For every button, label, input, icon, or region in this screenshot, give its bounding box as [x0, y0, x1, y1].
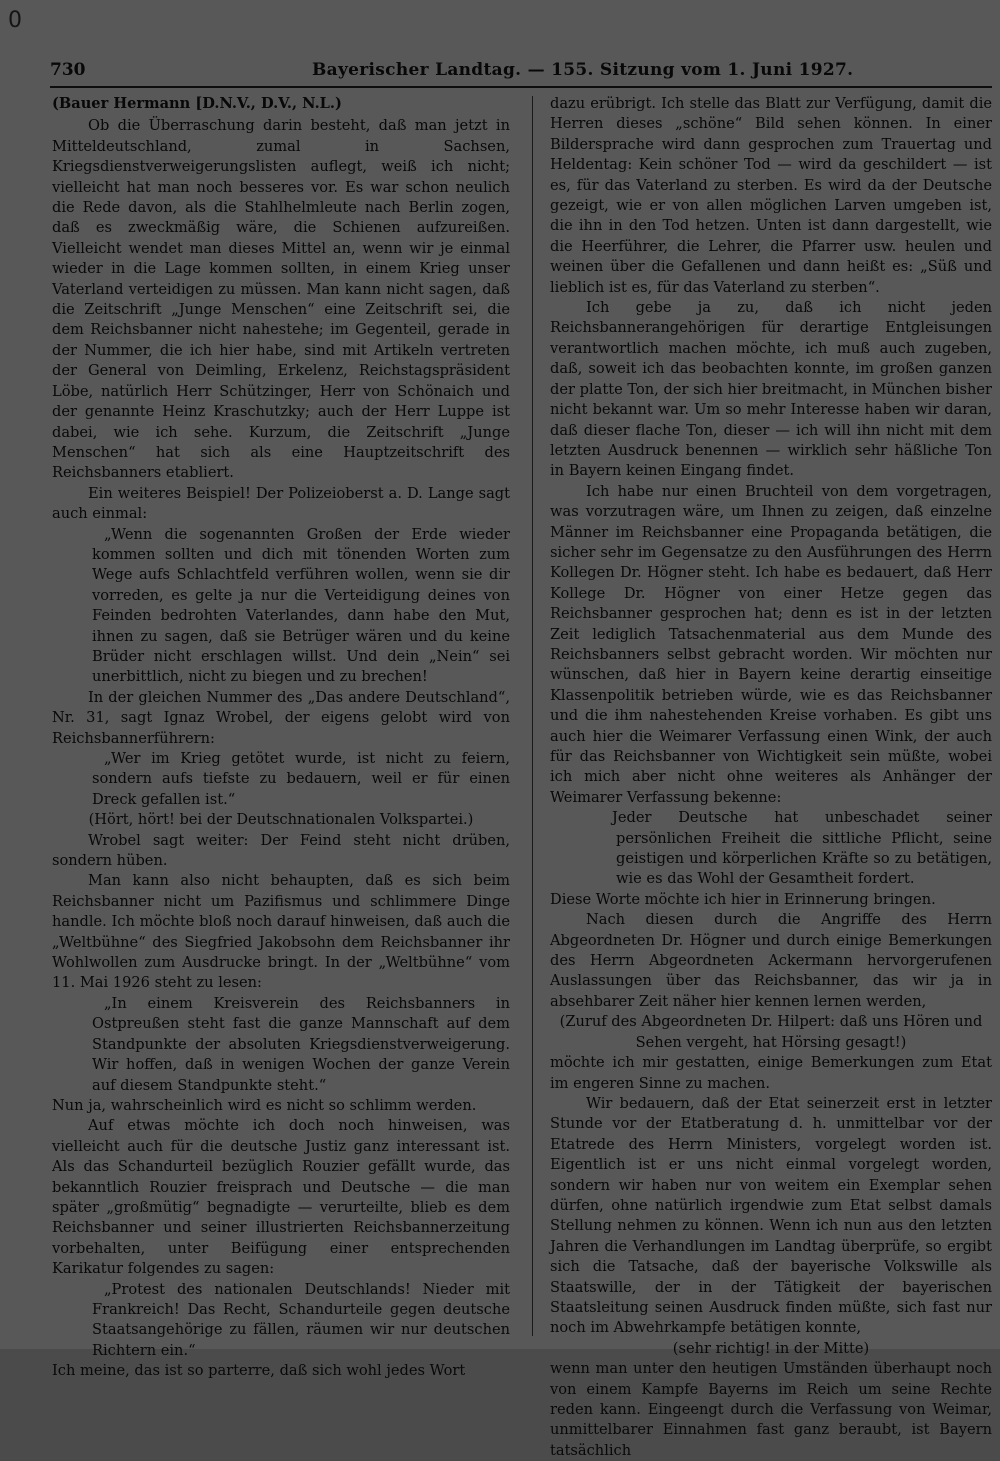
paragraph: Man kann also nicht behaupten, daß es sich beim Reichsbanner nicht um Pazifismus und schlimmere Dinge handle. Ich möchte bloß noch darauf hinweisen, daß auch die „Weltbühne“ des Siegfried Jakobsohn dem Reichsbanner ihr Wohlwollen zum Ausdrucke bringt. In der „Weltbühne“ vom 11. Mai 1926 steht zu lesen: [52, 872, 510, 992]
corner-mark: 0 [8, 8, 22, 33]
paragraph: Wrobel sagt weiter: Der Feind steht nicht drüben, sondern hüben. [52, 831, 510, 870]
paragraph: möchte ich mir gestatten, einige Bemerkungen zum Etat im engeren Sinne zu machen. [550, 1054, 992, 1092]
paragraph: Auf etwas möchte ich doch noch hinweisen, was vielleicht auch für die deutsche Justiz ganz interessant ist. Als das Schandurteil bezüglich Rouzier gefällt wurde, das bekanntlich Rouzier freisprach und Deutsche — die man später „großmütig“ begnadigte — verurteilte, blieb es dem Reichsbanner und seiner illustrierten Reichsbannerzeitung vorbehalten, unter Beifügung einer entsprechenden Karikatur folgendes zu sagen: [52, 1117, 510, 1278]
paragraph: Wir bedauern, daß der Etat seinerzeit erst in letzter Stunde vor der Etatberatung d. h. unmittelbar vor der Etatrede des Herrn Ministers, vorgelegt worden ist. Eigentlich ist er uns nicht einmal vorgelegt worden, sondern wir haben nur von weitem ein Exemplar sehen dürfen, ohne natürlich irgendwie zum Etat selbst damals Stellung nehmen zu können. Wenn ich nun aus den letzten Jahren die Verhandlungen im Landtag überprüfe, so ergibt sich die Tatsache, daß der bayerische Volkswille als Staatswille, der in der Tätigkeit der bayerischen Staatsleitung seinen Ausdruck finden müßte, sich fast nur noch im Abwehrkampfe betätigen konnte, [550, 1094, 992, 1337]
page-number: 730 [50, 60, 86, 80]
interjection: (sehr richtig! in der Mitte) [672, 1339, 870, 1357]
block-quote: „Protest des nationalen Deutschlands! Nieder mit Frankreich! Das Recht, Schandurteile gegen deutsche Staatsangehörige zu fällen, räumen wir nur deutschen Richtern ein.“ [92, 1280, 510, 1359]
running-head: Bayerischer Landtag. — 155. Sitzung vom 1. Juni 1927. [312, 60, 854, 80]
paragraph: Ein weiteres Beispiel! Der Polizeioberst a. D. Lange sagt auch einmal: [52, 484, 510, 523]
header-rule [50, 86, 992, 88]
left-column [52, 94, 510, 1382]
right-column [550, 94, 992, 1461]
paragraph: dazu erübrigt. Ich stelle das Blatt zur Verfügung, damit die Herren dieses „schöne“ Bild sehen können. In einer Bildersprache wird dann gesprochen zum Trauertag und Heldentag: Kein schöner Tod — wird da geschildert — ist es, für das Vaterland zu sterben. Es wird da der Deutsche gezeigt, wie er von allen möglichen Larven umgeben ist, die ihn in den Tod hetzen. Unten ist dann dargestellt, wie die Heerführer, die Lehrer, die Pfarrer usw. heulen und weinen über die Gefallenen und dann heißt es: „Süß und lieblich ist es, für das Vaterland zu sterben“. [550, 95, 992, 296]
paragraph: wenn man unter den heutigen Umständen überhaupt noch von einem Kampfe Bayerns im Reich um seine Rechte reden kann. Eingeengt durch die Verfassung von Weimar, unmittelbarer Einnahmen fast ganz beraubt, ist Bayern tatsächlich [550, 1360, 992, 1459]
paragraph: Nun ja, wahrscheinlich wird es nicht so schlimm werden. [52, 1096, 477, 1114]
block-quote: „Wer im Krieg getötet wurde, ist nicht zu feiern, sondern aufs tiefste zu bedauern, weil er für einen Dreck gefallen ist.“ [92, 750, 510, 808]
paragraph: In der gleichen Nummer des „Das andere Deutschland“, Nr. 31, sagt Ignaz Wrobel, der eigens gelobt wird von Reichsbannerführern: [52, 688, 510, 747]
block-quote: Jeder Deutsche hat unbeschadet seiner persönlichen Freiheit die sittliche Pflicht, seine geistigen und körperlichen Kräfte so zu betätigen, wie es das Wohl der Gesamtheit fordert. [612, 809, 992, 888]
page-header [50, 60, 990, 86]
interjection: (Zuruf des Abgeordneten Dr. Hilpert: daß uns Hören und Sehen vergeht, hat Hörsing gesagt!) [559, 1013, 983, 1051]
paragraph: Ob die Überraschung darin besteht, daß man jetzt in Mitteldeutschland, zumal in Sachsen, Kriegsdienstverweigerungslisten auflegt, weiß ich nicht; vielleicht hat man noch besseres vor. Es war schon neulich die Rede davon, als die Stahlhelmleute nach Berlin zogen, daß es zweckmäßig wäre, die Schienen aufzureißen. Vielleicht wendet man dieses Mittel an, wenn wir je einmal wieder in die Lage kommen sollten, in einem Krieg unser Vaterland verteidigen zu müssen. Man kann nicht sagen, daß die Zeitschrift „Junge Menschen“ eine Zeitschrift sei, die dem Reichsbanner nicht nahestehe; im Gegenteil, gerade in der Nummer, die ich hier habe, sind mit Artikeln vertreten der General von Deimling, Erkelenz, Reichstagspräsident Löbe, natürlich Herr Schützinger, Herr von Schönaich und der genannte Heinz Kraschutzky; auch der Herr Luppe ist dabei, wie ich sehe. Kurzum, die Zeitschrift „Junge Menschen“ hat sich als eine Hauptzeitschrift des Reichsbanners etabliert. [52, 117, 510, 482]
block-quote: „Wenn die sogenannten Großen der Erde wieder kommen sollten und dich mit tönenden Worten zum Wege aufs Schlachtfeld verführen wollen, wenn sie dir vorreden, es gelte ja nur die Verteidigung deines von Feinden bedrohten Vaterlandes, dann habe den Mut, ihnen zu sagen, daß sie Betrüger wären und du keine Brüder nicht erschlagen willst. Und dein „Nein“ sei unerbittlich, nicht zu biegen und zu brechen! [92, 525, 510, 686]
paragraph: Nach diesen durch die Angriffe des Herrn Abgeordneten Dr. Högner und durch einige Bemerkungen des Herrn Abgeordneten Ackermann hervorgerufenen Auslassungen über das Reichsbanner, das wir ja in absehbarer Zeit näher hier kennen lernen werden, [550, 911, 992, 1010]
paragraph: Ich gebe ja zu, daß ich nicht jeden Reichsbannerangehörigen für derartige Entgleisungen verantwortlich machen möchte, ich muß auch zugeben, daß, soweit ich das beobachten konnte, im großen ganzen der platte Ton, der sich hier breitmacht, in München bisher nicht bekannt war. Um so mehr Interesse haben wir daran, daß dieser flache Ton, dieser — ich will ihn nicht mit dem letzten Ausdruck benennen — wirklich sehr häßliche Ton in Bayern keinen Eingang findet. [550, 299, 992, 480]
paragraph: Ich meine, das ist so parterre, daß sich wohl jedes Wort [52, 1362, 466, 1380]
column-divider [532, 96, 533, 1336]
interjection: (Hört, hört! bei der Deutschnationalen Volkspartei.) [88, 811, 474, 829]
paragraph: Diese Worte möchte ich hier in Erinnerung bringen. [550, 890, 936, 908]
paragraph: Ich habe nur einen Bruchteil von dem vorgetragen, was vorzutragen wäre, um Ihnen zu zeigen, daß einzelne Männer im Reichsbanner eine Propaganda betätigen, die sicher sehr im Gegensatze zu den Ausführungen des Herrn Kollegen Dr. Högner steht. Ich habe es bedauert, daß Herr Kollege Dr. Högner von einer Hetze gegen das Reichsbanner gesprochen hat; denn es ist in der letzten Zeit lediglich Tatsachenmaterial aus dem Munde des Reichsbanners selbst gebracht worden. Wir möchten nur wünschen, daß hier in Bayern keine derartig einseitige Klassenpolitik betrieben würde, wie es das Reichsbanner und die ihm nahestehenden Kreise vorhaben. Es gibt uns auch hier die Weimarer Verfassung einen Wink, der auch für das Reichsbanner von Wichtigkeit sein müßte, wobei ich mich aber nicht ohne weiteres als Anhänger der Weimarer Verfassung bekenne: [550, 482, 992, 806]
block-quote: „In einem Kreisverein des Reichsbanners in Ostpreußen steht fast die ganze Mannschaft auf dem Standpunkte der absoluten Kriegsdienstverweigerung. Wir hoffen, daß in wenigen Wochen der ganze Verein auf diesem Standpunkte steht.“ [92, 994, 510, 1094]
speaker-line: (Bauer Hermann [D.N.V., D.V., N.L.) [52, 95, 342, 112]
